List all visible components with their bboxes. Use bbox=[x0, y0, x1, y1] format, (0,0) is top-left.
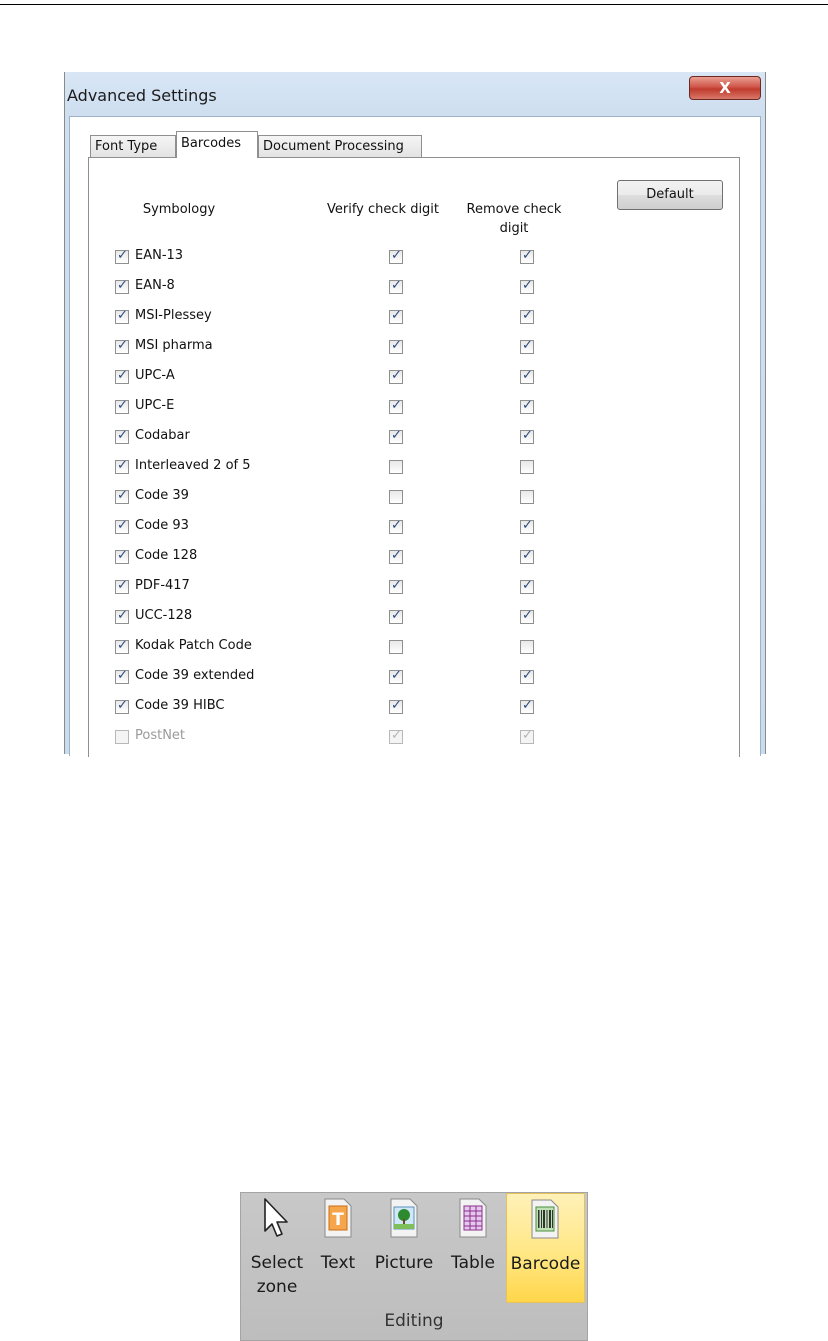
table-zone-label: Table bbox=[451, 1253, 495, 1273]
symbology-header: Symbology bbox=[142, 202, 216, 217]
verify-checkbox-ucc-128[interactable] bbox=[389, 610, 403, 624]
symbology-label-upc-a: UPC-A bbox=[135, 368, 175, 383]
remove-checkbox-postnet[interactable] bbox=[520, 730, 534, 744]
select-zone-button[interactable] bbox=[245, 1193, 309, 1303]
symbology-label-msi-pharma: MSI pharma bbox=[135, 338, 213, 353]
verify-checkbox-pdf-417[interactable] bbox=[389, 580, 403, 594]
verify-checkbox-postnet[interactable] bbox=[389, 730, 403, 744]
verify-check-digit-header: Verify check digit bbox=[326, 202, 440, 217]
close-icon: X bbox=[719, 79, 731, 97]
remove-checkbox-interleaved-2-of-5[interactable] bbox=[520, 460, 534, 474]
symbology-label-code-39: Code 39 bbox=[135, 488, 189, 503]
select-zone-label-2: zone bbox=[256, 1277, 298, 1297]
verify-checkbox-code-93[interactable] bbox=[389, 520, 403, 534]
remove-checkbox-upc-e[interactable] bbox=[520, 400, 534, 414]
verify-checkbox-codabar[interactable] bbox=[389, 430, 403, 444]
remove-checkbox-msi-plessey[interactable] bbox=[520, 310, 534, 324]
dialog-client-area bbox=[69, 116, 761, 756]
picture-zone-icon bbox=[388, 1197, 420, 1239]
remove-checkbox-code-39-extended[interactable] bbox=[520, 670, 534, 684]
verify-checkbox-code-39-hibc[interactable] bbox=[389, 700, 403, 714]
verify-checkbox-msi-pharma[interactable] bbox=[389, 340, 403, 354]
barcode-zone-icon bbox=[529, 1198, 561, 1240]
verify-checkbox-code-39[interactable] bbox=[389, 490, 403, 504]
tab-barcodes[interactable]: Barcodes bbox=[176, 131, 258, 158]
verify-checkbox-ean-13[interactable] bbox=[389, 250, 403, 264]
table-zone-icon bbox=[457, 1197, 489, 1239]
verify-checkbox-ean-8[interactable] bbox=[389, 280, 403, 294]
editing-group-label: Editing bbox=[384, 1311, 444, 1331]
symbology-label-pdf-417: PDF-417 bbox=[135, 578, 190, 593]
text-zone-label: Text bbox=[320, 1253, 356, 1273]
symbology-label-msi-plessey: MSI-Plessey bbox=[135, 308, 212, 323]
tab-document-processing[interactable]: Document Processing bbox=[258, 135, 422, 157]
remove-checkbox-msi-pharma[interactable] bbox=[520, 340, 534, 354]
barcode-zone-button[interactable] bbox=[506, 1193, 585, 1303]
page-top-rule bbox=[0, 4, 828, 5]
enable-checkbox-kodak-patch-code[interactable] bbox=[115, 640, 129, 654]
symbology-label-code-39-extended: Code 39 extended bbox=[135, 668, 255, 683]
verify-checkbox-kodak-patch-code[interactable] bbox=[389, 640, 403, 654]
enable-checkbox-upc-e[interactable] bbox=[115, 400, 129, 414]
barcode-zone-label: Barcode bbox=[510, 1254, 581, 1274]
verify-checkbox-upc-a[interactable] bbox=[389, 370, 403, 384]
remove-checkbox-ucc-128[interactable] bbox=[520, 610, 534, 624]
enable-checkbox-msi-plessey[interactable] bbox=[115, 310, 129, 324]
remove-checkbox-upc-a[interactable] bbox=[520, 370, 534, 384]
verify-checkbox-code-128[interactable] bbox=[389, 550, 403, 564]
advanced-settings-dialog bbox=[64, 72, 766, 754]
enable-checkbox-code-39-extended[interactable] bbox=[115, 670, 129, 684]
default-button[interactable]: Default bbox=[617, 180, 723, 210]
text-zone-icon bbox=[322, 1197, 354, 1239]
symbology-label-codabar: Codabar bbox=[135, 428, 190, 443]
dialog-titlebar bbox=[65, 72, 765, 112]
enable-checkbox-code-39[interactable] bbox=[115, 490, 129, 504]
enable-checkbox-code-39-hibc[interactable] bbox=[115, 700, 129, 714]
enable-checkbox-msi-pharma[interactable] bbox=[115, 340, 129, 354]
picture-zone-button[interactable] bbox=[369, 1193, 439, 1303]
svg-text:T: T bbox=[332, 1210, 344, 1230]
symbology-label-ean-13: EAN-13 bbox=[135, 248, 184, 263]
verify-checkbox-upc-e[interactable] bbox=[389, 400, 403, 414]
symbology-label-interleaved-2-of-5: Interleaved 2 of 5 bbox=[135, 458, 251, 473]
verify-checkbox-interleaved-2-of-5[interactable] bbox=[389, 460, 403, 474]
symbology-label-code-93: Code 93 bbox=[135, 518, 189, 533]
dialog-title: Advanced Settings bbox=[67, 86, 217, 105]
symbology-label-code-128: Code 128 bbox=[135, 548, 198, 563]
enable-checkbox-ucc-128[interactable] bbox=[115, 610, 129, 624]
remove-checkbox-kodak-patch-code[interactable] bbox=[520, 640, 534, 654]
remove-checkbox-code-39-hibc[interactable] bbox=[520, 700, 534, 714]
remove-checkbox-code-128[interactable] bbox=[520, 550, 534, 564]
text-zone-button[interactable] bbox=[313, 1193, 363, 1303]
editing-ribbon-group bbox=[240, 1192, 588, 1341]
enable-checkbox-code-93[interactable] bbox=[115, 520, 129, 534]
symbology-label-postnet: PostNet bbox=[135, 728, 186, 743]
enable-checkbox-code-128[interactable] bbox=[115, 550, 129, 564]
select-zone-label-1: Select bbox=[250, 1253, 304, 1273]
verify-checkbox-msi-plessey[interactable] bbox=[389, 310, 403, 324]
close-button[interactable] bbox=[689, 76, 761, 100]
enable-checkbox-ean-13[interactable] bbox=[115, 250, 129, 264]
barcodes-tab-panel bbox=[88, 157, 740, 757]
enable-checkbox-interleaved-2-of-5[interactable] bbox=[115, 460, 129, 474]
remove-check-digit-header: Remove check digit bbox=[466, 202, 562, 236]
remove-checkbox-ean-13[interactable] bbox=[520, 250, 534, 264]
remove-checkbox-code-39[interactable] bbox=[520, 490, 534, 504]
remove-checkbox-code-93[interactable] bbox=[520, 520, 534, 534]
verify-checkbox-code-39-extended[interactable] bbox=[389, 670, 403, 684]
symbology-label-kodak-patch-code: Kodak Patch Code bbox=[135, 638, 252, 653]
remove-checkbox-pdf-417[interactable] bbox=[520, 580, 534, 594]
enable-checkbox-postnet[interactable] bbox=[115, 730, 129, 744]
enable-checkbox-pdf-417[interactable] bbox=[115, 580, 129, 594]
symbology-label-ucc-128: UCC-128 bbox=[135, 608, 193, 623]
symbology-label-ean-8: EAN-8 bbox=[135, 278, 175, 293]
enable-checkbox-codabar[interactable] bbox=[115, 430, 129, 444]
tab-font-type[interactable]: Font Type bbox=[90, 135, 176, 157]
enable-checkbox-upc-a[interactable] bbox=[115, 370, 129, 384]
enable-checkbox-ean-8[interactable] bbox=[115, 280, 129, 294]
symbology-label-upc-e: UPC-E bbox=[135, 398, 175, 413]
remove-checkbox-ean-8[interactable] bbox=[520, 280, 534, 294]
cursor-icon bbox=[261, 1197, 291, 1239]
symbology-label-code-39-hibc: Code 39 HIBC bbox=[135, 698, 225, 713]
remove-checkbox-codabar[interactable] bbox=[520, 430, 534, 444]
table-zone-button[interactable] bbox=[445, 1193, 501, 1303]
picture-zone-label: Picture bbox=[374, 1253, 434, 1273]
